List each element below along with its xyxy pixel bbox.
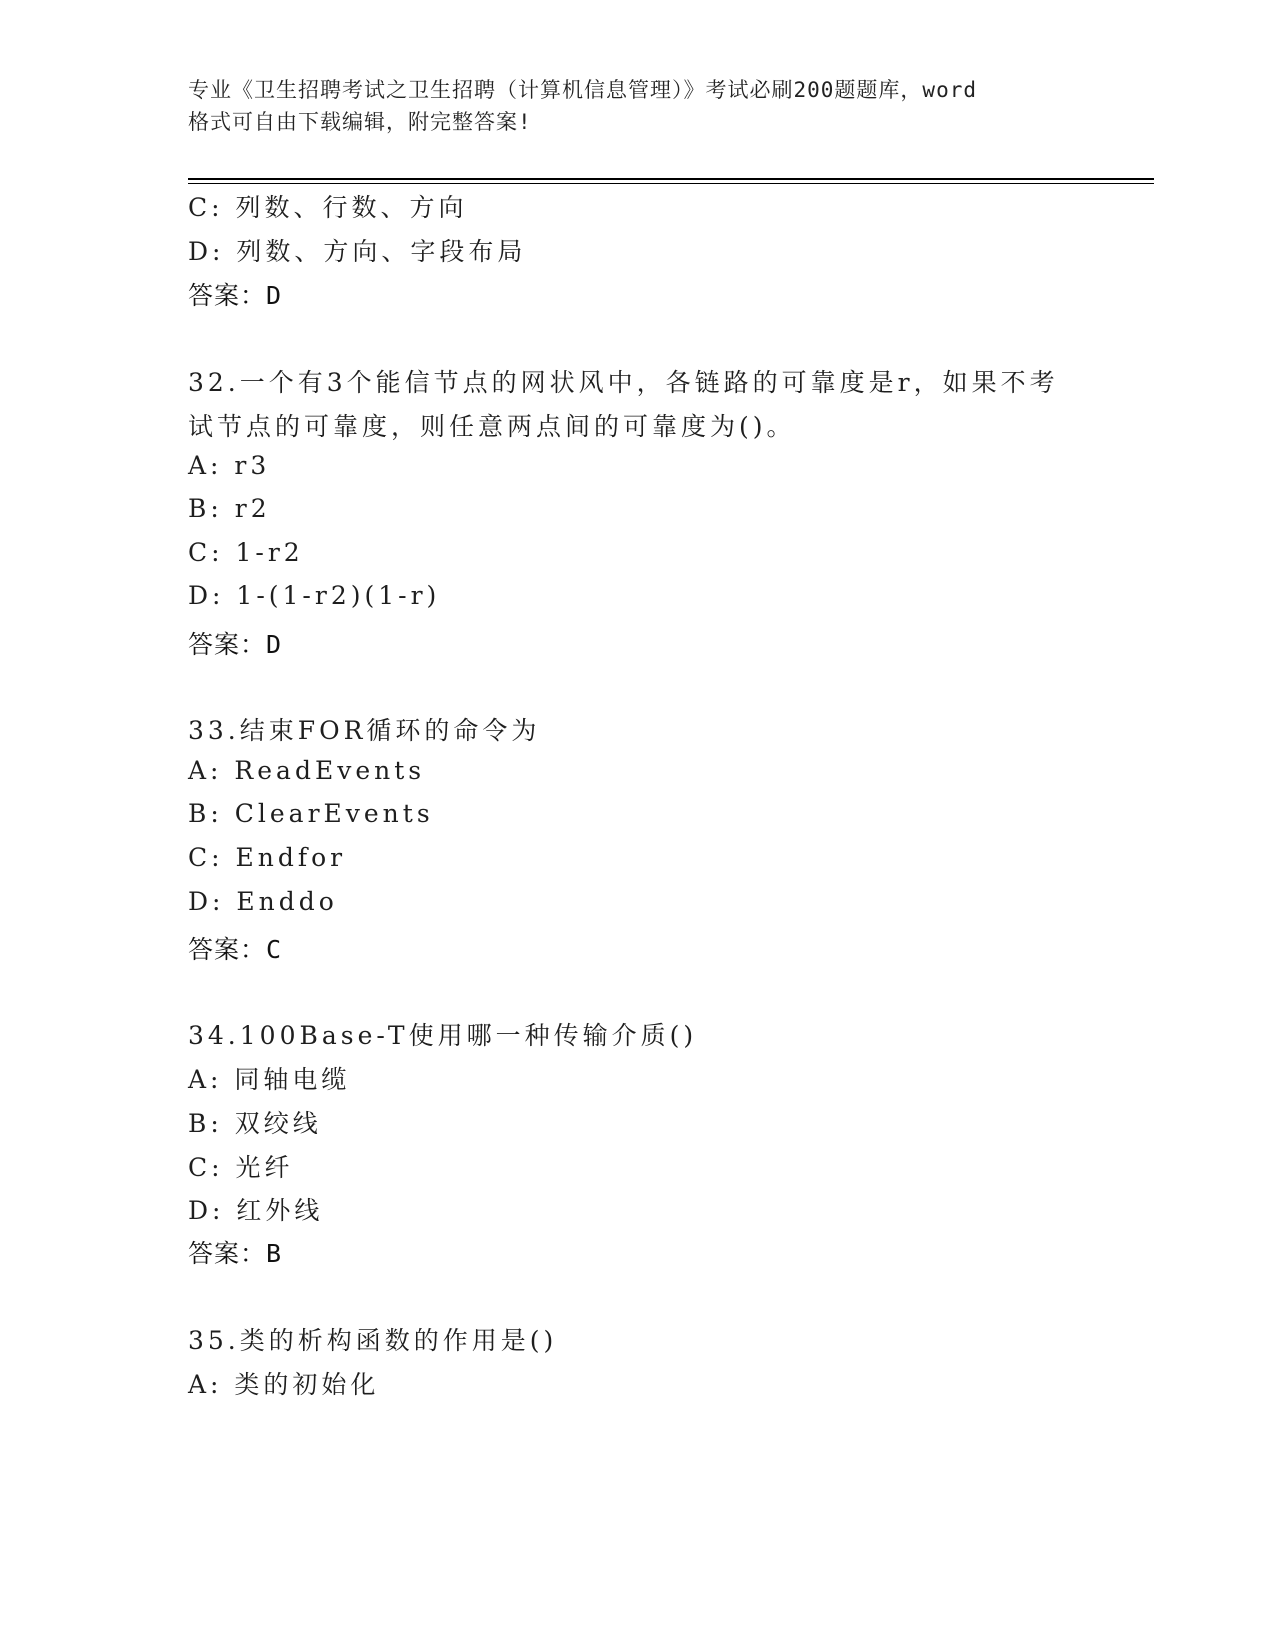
document-header	[188, 74, 1088, 138]
q34-option-b: B: 双绞线	[188, 1109, 322, 1138]
q33-option-b: B: ClearEvents	[188, 799, 434, 828]
q33-answer: 答案：C	[188, 935, 283, 964]
q31-answer: 答案：D	[188, 281, 283, 310]
q32-answer: 答案：D	[188, 630, 283, 659]
q34-option-d: D: 红外线	[188, 1196, 324, 1225]
q33-option-c: C: Endfor	[188, 843, 347, 872]
header-divider-thin	[188, 183, 1154, 184]
q32-option-a: A: r3	[188, 451, 271, 480]
q31-option-d: D: 列数、方向、字段布局	[188, 237, 527, 266]
q33-option-a: A: ReadEvents	[188, 756, 426, 785]
header-divider-thick	[188, 178, 1154, 180]
q32-stem-line-2: 试节点的可靠度，则任意两点间的可靠度为()。	[188, 412, 796, 441]
q35-stem: 35.类的析构函数的作用是()	[188, 1326, 558, 1355]
q34-option-c: C: 光纤	[188, 1153, 294, 1182]
header-line-1: 专业《卫生招聘考试之卫生招聘（计算机信息管理）》考试必刷200题题库，word	[188, 78, 977, 102]
q35-option-a: A: 类的初始化	[188, 1370, 380, 1399]
q34-answer: 答案：B	[188, 1239, 283, 1268]
q32-option-c: C: 1-r2	[188, 538, 304, 567]
q33-option-d: D: Enddo	[188, 887, 338, 916]
q32-stem-line-1: 32.一个有3个能信节点的网状风中，各链路的可靠度是r，如果不考	[188, 368, 1059, 397]
q34-stem: 34.100Base-T使用哪一种传输介质()	[188, 1021, 698, 1050]
header-line-2: 格式可自由下载编辑，附完整答案!	[188, 110, 532, 134]
q32-option-b: B: r2	[188, 494, 271, 523]
q33-stem: 33.结束FOR循环的命令为	[188, 716, 541, 745]
q31-option-c: C: 列数、行数、方向	[188, 193, 468, 222]
q32-option-d: D: 1-(1-r2)(1-r)	[188, 581, 441, 610]
q34-option-a: A: 同轴电缆	[188, 1065, 351, 1094]
